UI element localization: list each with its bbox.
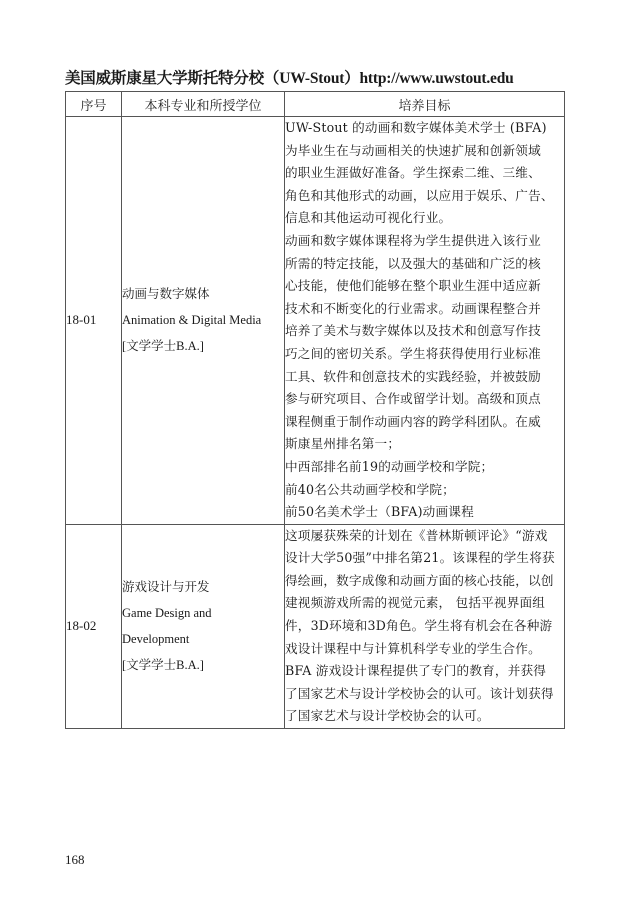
goal-line: 角色和其他形式的动画，以应用于娱乐、广告、 bbox=[285, 187, 554, 203]
goal-line: 心技能，使他们能够在整个职业生涯中适应新 bbox=[285, 278, 541, 294]
goal-line: 设计大学50强”中排名第21。该课程的学生将获 bbox=[285, 550, 555, 566]
goal-line: 中西部排名前19的动画学校和学院； bbox=[285, 458, 494, 474]
goal-line: 信息和其他运动可视化行业。 bbox=[285, 210, 452, 226]
header-training-goal: 培养目标 bbox=[285, 92, 565, 117]
row-major bbox=[122, 524, 285, 728]
major-english-name-cont: Development bbox=[122, 632, 190, 647]
major-chinese-name: 游戏设计与开发 bbox=[122, 580, 210, 595]
major-degree: [文学学士B.A.] bbox=[122, 658, 204, 673]
goal-line: 技术和不断变化的行业需求。动画课程整合并 bbox=[285, 300, 541, 316]
row-code: 18-01 bbox=[66, 117, 122, 525]
table-row bbox=[66, 117, 565, 525]
goal-line: 这项屡获殊荣的计划在《普林斯顿评论》“游戏 bbox=[285, 527, 548, 543]
goal-line: 工具、软件和创意技术的实践经验，并被鼓励 bbox=[285, 368, 541, 384]
table-header-row bbox=[66, 92, 565, 117]
goal-line: 了国家艺术与设计学校协会的认可。 bbox=[285, 708, 490, 724]
major-english-name: Animation & Digital Media bbox=[122, 313, 262, 328]
goal-line: 前50名美术学士（BFA)动画课程 bbox=[285, 504, 474, 520]
major-degree: [文学学士B.A.] bbox=[122, 339, 204, 354]
goal-line: BFA 游戏设计课程提供了专门的教育，并获得 bbox=[285, 663, 547, 679]
row-code: 18-02 bbox=[66, 524, 122, 728]
goal-line: 巧之间的密切关系。学生将获得使用行业标准 bbox=[285, 345, 541, 361]
header-major-degree: 本科专业和所授学位 bbox=[122, 92, 285, 117]
goal-line: 的职业生涯做好准备。学生探索二维、三维、 bbox=[285, 165, 541, 181]
major-english-name: Game Design and bbox=[122, 606, 212, 621]
goal-line: 前40名公共动画学校和学院； bbox=[285, 481, 455, 497]
goal-line: 建视频游戏所需的视觉元素， 包括平视界面组 bbox=[285, 595, 546, 611]
goal-line: 培养了美术与数字媒体以及技术和创意写作技 bbox=[285, 323, 541, 339]
page-title: 美国威斯康星大学斯托特分校（UW-Stout）http://www.uwstout.edu bbox=[65, 70, 514, 87]
majors-table bbox=[65, 91, 565, 729]
goal-line: 参与研究项目、合作或留学计划。高级和顶点 bbox=[285, 391, 541, 407]
row-goal bbox=[285, 117, 565, 525]
goal-line: 戏设计课程中与计算机科学专业的学生合作。 bbox=[285, 640, 541, 656]
goal-line: UW-Stout 的动画和数字媒体美术学士 (BFA) bbox=[285, 120, 547, 135]
table-row bbox=[66, 524, 565, 728]
goal-line: 件，3D环境和3D角色。学生将有机会在各种游 bbox=[285, 618, 553, 634]
goal-line: 斯康星州排名第一； bbox=[285, 436, 401, 452]
row-major bbox=[122, 117, 285, 525]
goal-line: 动画和数字媒体课程将为学生提供进入该行业 bbox=[285, 232, 541, 248]
major-chinese-name: 动画与数字媒体 bbox=[122, 287, 210, 302]
goal-line: 得绘画，数字成像和动画方面的核心技能，以创 bbox=[285, 572, 554, 588]
row-goal bbox=[285, 524, 565, 728]
goal-line: 所需的特定技能，以及强大的基础和广泛的核 bbox=[285, 255, 541, 271]
page-number: 168 bbox=[65, 852, 85, 867]
goal-line: 为毕业生在与动画相关的快速扩展和创新领域 bbox=[285, 142, 541, 158]
goal-line: 了国家艺术与设计学校协会的认可。该计划获得 bbox=[285, 685, 554, 701]
header-serial-number: 序号 bbox=[66, 92, 122, 117]
goal-line: 课程侧重于制作动画内容的跨学科团队。在威 bbox=[285, 413, 541, 429]
